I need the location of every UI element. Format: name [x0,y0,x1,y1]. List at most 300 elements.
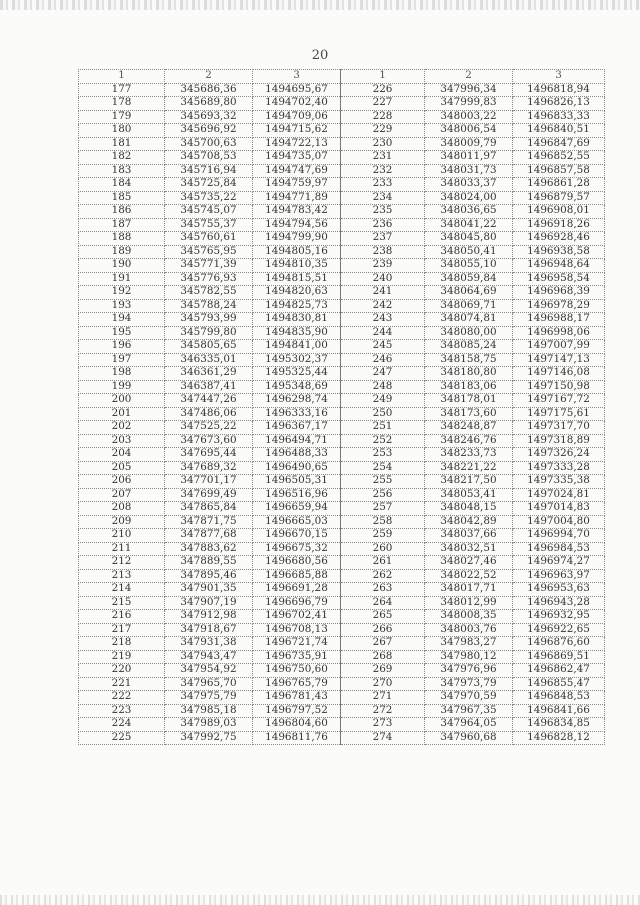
cell-y-right: 1497014,83 [513,502,605,516]
cell-y-right: 1497024,81 [513,488,605,502]
cell-point-number-left: 201 [79,407,165,421]
header-row [79,70,605,84]
cell-y-left: 1496680,56 [253,556,341,570]
cell-y-right: 1496958,54 [513,272,605,286]
cell-point-number-right: 232 [341,164,425,178]
cell-y-right: 1496862,47 [513,664,605,678]
cell-point-number-left: 220 [79,664,165,678]
cell-x-right: 347996,34 [425,83,513,97]
cell-x-right: 348048,15 [425,502,513,516]
cell-x-left: 345771,39 [165,259,253,273]
cell-x-right: 348050,41 [425,245,513,259]
cell-x-left: 345776,93 [165,272,253,286]
table-row [79,502,605,516]
cell-y-right: 1496861,28 [513,178,605,192]
cell-x-right: 347999,83 [425,97,513,111]
cell-x-right: 347973,79 [425,677,513,691]
cell-x-right: 348183,06 [425,380,513,394]
cell-y-left: 1496675,32 [253,542,341,556]
cell-y-left: 1494825,73 [253,299,341,313]
cell-point-number-right: 253 [341,448,425,462]
cell-x-right: 348041,22 [425,218,513,232]
cell-point-number-left: 181 [79,137,165,151]
cell-x-left: 345693,32 [165,110,253,124]
cell-point-number-right: 272 [341,704,425,718]
cell-x-right: 348173,60 [425,407,513,421]
cell-x-left: 345755,37 [165,218,253,232]
table-row [79,434,605,448]
table-row [79,137,605,151]
cell-point-number-left: 198 [79,367,165,381]
cell-point-number-right: 237 [341,232,425,246]
cell-x-left: 347895,46 [165,569,253,583]
cell-y-right: 1497318,89 [513,434,605,448]
cell-y-right: 1496948,64 [513,259,605,273]
header-y-right: 3 [513,70,605,84]
cell-y-left: 1496490,65 [253,461,341,475]
table-row [79,583,605,597]
cell-y-left: 1494835,90 [253,326,341,340]
cell-point-number-right: 268 [341,650,425,664]
table-row [79,394,605,408]
table-row [79,407,605,421]
cell-y-right: 1496841,66 [513,704,605,718]
cell-point-number-right: 233 [341,178,425,192]
cell-x-right: 348008,35 [425,610,513,624]
cell-y-left: 1496811,76 [253,731,341,745]
cell-point-number-left: 222 [79,691,165,705]
coordinates-table [78,69,605,745]
cell-x-right: 348032,51 [425,542,513,556]
cell-x-left: 347912,98 [165,610,253,624]
table-row [79,475,605,489]
cell-x-left: 347992,75 [165,731,253,745]
cell-y-right: 1496928,46 [513,232,605,246]
table-row [79,232,605,246]
cell-y-right: 1496847,69 [513,137,605,151]
cell-y-left: 1494830,81 [253,313,341,327]
cell-x-left: 345805,65 [165,340,253,354]
table-body [79,83,605,745]
cell-y-left: 1494747,69 [253,164,341,178]
table-row [79,259,605,273]
cell-x-right: 348074,81 [425,313,513,327]
cell-point-number-right: 227 [341,97,425,111]
cell-point-number-left: 180 [79,124,165,138]
cell-y-left: 1494709,06 [253,110,341,124]
cell-point-number-left: 193 [79,299,165,313]
cell-point-number-left: 188 [79,232,165,246]
table-row [79,718,605,732]
cell-y-left: 1496488,33 [253,448,341,462]
cell-y-left: 1494702,40 [253,97,341,111]
cell-point-number-left: 191 [79,272,165,286]
cell-point-number-left: 196 [79,340,165,354]
cell-x-left: 347985,18 [165,704,253,718]
cell-point-number-right: 274 [341,731,425,745]
cell-point-number-left: 199 [79,380,165,394]
cell-y-left: 1494815,51 [253,272,341,286]
cell-point-number-left: 215 [79,596,165,610]
cell-y-right: 1496988,17 [513,313,605,327]
cell-point-number-left: 217 [79,623,165,637]
cell-x-left: 347877,68 [165,529,253,543]
cell-x-left: 347918,67 [165,623,253,637]
cell-x-right: 348012,99 [425,596,513,610]
cell-y-left: 1496696,79 [253,596,341,610]
cell-x-right: 348011,97 [425,151,513,165]
table-row [79,110,605,124]
cell-point-number-left: 216 [79,610,165,624]
cell-point-number-right: 265 [341,610,425,624]
cell-x-right: 348024,00 [425,191,513,205]
cell-point-number-right: 261 [341,556,425,570]
cell-x-left: 346335,01 [165,353,253,367]
cell-point-number-left: 179 [79,110,165,124]
table-row [79,272,605,286]
cell-y-left: 1494783,42 [253,205,341,219]
cell-point-number-right: 242 [341,299,425,313]
cell-point-number-left: 218 [79,637,165,651]
cell-point-number-left: 204 [79,448,165,462]
cell-x-left: 347965,70 [165,677,253,691]
cell-y-right: 1496876,60 [513,637,605,651]
cell-x-right: 348158,75 [425,353,513,367]
cell-y-right: 1496938,58 [513,245,605,259]
cell-x-left: 347486,06 [165,407,253,421]
cell-point-number-right: 260 [341,542,425,556]
table-row [79,178,605,192]
table-row [79,515,605,529]
cell-point-number-left: 213 [79,569,165,583]
cell-x-right: 348180,80 [425,367,513,381]
table-row [79,326,605,340]
cell-x-left: 345716,94 [165,164,253,178]
cell-point-number-right: 228 [341,110,425,124]
cell-x-left: 345708,53 [165,151,253,165]
cell-y-left: 1496659,94 [253,502,341,516]
cell-x-left: 347447,26 [165,394,253,408]
cell-y-right: 1496994,70 [513,529,605,543]
cell-x-right: 348027,46 [425,556,513,570]
cell-x-left: 347695,44 [165,448,253,462]
cell-point-number-right: 247 [341,367,425,381]
cell-x-right: 348053,41 [425,488,513,502]
cell-y-left: 1494841,00 [253,340,341,354]
cell-x-right: 348009,79 [425,137,513,151]
cell-x-left: 345689,80 [165,97,253,111]
table-row [79,448,605,462]
cell-y-left: 1496685,88 [253,569,341,583]
cell-x-right: 348042,89 [425,515,513,529]
cell-point-number-right: 246 [341,353,425,367]
cell-x-left: 347907,19 [165,596,253,610]
cell-x-left: 347883,62 [165,542,253,556]
cell-y-right: 1497335,38 [513,475,605,489]
scan-edge-top [0,0,640,10]
cell-x-left: 347943,47 [165,650,253,664]
cell-x-right: 348178,01 [425,394,513,408]
cell-point-number-right: 230 [341,137,425,151]
cell-x-right: 347964,05 [425,718,513,732]
cell-point-number-right: 264 [341,596,425,610]
table-row [79,286,605,300]
header-y-left: 3 [253,70,341,84]
cell-y-left: 1496781,43 [253,691,341,705]
cell-y-left: 1494794,56 [253,218,341,232]
cell-y-right: 1496828,12 [513,731,605,745]
table-row [79,664,605,678]
cell-y-left: 1494771,89 [253,191,341,205]
cell-point-number-left: 187 [79,218,165,232]
cell-x-left: 347701,17 [165,475,253,489]
table-row [79,610,605,624]
cell-x-right: 348033,37 [425,178,513,192]
cell-y-right: 1496848,53 [513,691,605,705]
cell-x-left: 345793,99 [165,313,253,327]
cell-point-number-left: 190 [79,259,165,273]
cell-y-right: 1496852,55 [513,151,605,165]
cell-x-right: 348233,73 [425,448,513,462]
cell-x-right: 348037,66 [425,529,513,543]
cell-x-right: 347976,96 [425,664,513,678]
cell-point-number-left: 211 [79,542,165,556]
cell-point-number-left: 202 [79,421,165,435]
cell-x-right: 348069,71 [425,299,513,313]
table-row [79,650,605,664]
cell-x-right: 348248,87 [425,421,513,435]
cell-y-right: 1497167,72 [513,394,605,408]
cell-x-right: 347980,12 [425,650,513,664]
cell-y-left: 1496494,71 [253,434,341,448]
cell-point-number-right: 269 [341,664,425,678]
cell-y-right: 1496918,26 [513,218,605,232]
table-row [79,731,605,745]
cell-point-number-left: 219 [79,650,165,664]
cell-point-number-left: 189 [79,245,165,259]
header-x-left: 2 [165,70,253,84]
cell-y-left: 1496735,91 [253,650,341,664]
table-row [79,623,605,637]
cell-x-right: 348031,73 [425,164,513,178]
cell-point-number-left: 203 [79,434,165,448]
cell-x-left: 345799,80 [165,326,253,340]
cell-point-number-right: 238 [341,245,425,259]
cell-y-right: 1496998,06 [513,326,605,340]
cell-point-number-left: 194 [79,313,165,327]
cell-y-right: 1496968,39 [513,286,605,300]
table-row [79,380,605,394]
cell-x-left: 347889,55 [165,556,253,570]
cell-point-number-left: 200 [79,394,165,408]
cell-x-left: 347699,49 [165,488,253,502]
cell-y-left: 1494820,63 [253,286,341,300]
cell-y-left: 1496797,52 [253,704,341,718]
cell-point-number-right: 267 [341,637,425,651]
cell-y-right: 1497147,13 [513,353,605,367]
table-row [79,596,605,610]
table-row [79,205,605,219]
cell-point-number-left: 212 [79,556,165,570]
cell-point-number-left: 185 [79,191,165,205]
table-row [79,218,605,232]
cell-x-left: 345782,55 [165,286,253,300]
cell-x-left: 345760,61 [165,232,253,246]
cell-y-right: 1497326,24 [513,448,605,462]
table-row [79,529,605,543]
cell-point-number-right: 271 [341,691,425,705]
cell-y-left: 1494715,62 [253,124,341,138]
cell-point-number-right: 257 [341,502,425,516]
cell-point-number-right: 266 [341,623,425,637]
cell-y-left: 1494722,13 [253,137,341,151]
cell-y-right: 1497150,98 [513,380,605,394]
cell-point-number-right: 250 [341,407,425,421]
cell-y-right: 1496857,58 [513,164,605,178]
cell-x-left: 345735,22 [165,191,253,205]
cell-x-right: 348036,65 [425,205,513,219]
table-row [79,461,605,475]
cell-point-number-right: 226 [341,83,425,97]
cell-x-right: 348064,69 [425,286,513,300]
cell-point-number-left: 224 [79,718,165,732]
cell-y-right: 1496953,63 [513,583,605,597]
header-point-number-right: 1 [341,70,425,84]
cell-point-number-right: 239 [341,259,425,273]
cell-y-right: 1496833,33 [513,110,605,124]
cell-y-right: 1496943,28 [513,596,605,610]
cell-x-right: 348080,00 [425,326,513,340]
page-number: 20 [311,48,329,63]
cell-x-left: 347689,32 [165,461,253,475]
cell-y-right: 1496922,65 [513,623,605,637]
cell-y-right: 1496932,95 [513,610,605,624]
cell-y-right: 1496826,13 [513,97,605,111]
cell-y-right: 1496840,51 [513,124,605,138]
cell-y-left: 1494805,16 [253,245,341,259]
cell-y-left: 1496516,96 [253,488,341,502]
table-row [79,704,605,718]
cell-point-number-left: 177 [79,83,165,97]
cell-y-left: 1496298,74 [253,394,341,408]
cell-x-left: 345696,92 [165,124,253,138]
cell-y-right: 1496908,01 [513,205,605,219]
cell-y-left: 1496367,17 [253,421,341,435]
cell-point-number-right: 245 [341,340,425,354]
table-row [79,691,605,705]
cell-point-number-right: 263 [341,583,425,597]
cell-point-number-right: 241 [341,286,425,300]
cell-point-number-right: 235 [341,205,425,219]
cell-y-right: 1497333,28 [513,461,605,475]
cell-y-left: 1496670,15 [253,529,341,543]
cell-x-left: 347975,79 [165,691,253,705]
cell-y-right: 1497007,99 [513,340,605,354]
cell-y-right: 1496984,53 [513,542,605,556]
cell-point-number-right: 244 [341,326,425,340]
table-row [79,191,605,205]
cell-point-number-right: 234 [341,191,425,205]
cell-point-number-right: 240 [341,272,425,286]
cell-y-left: 1496721,74 [253,637,341,651]
cell-x-right: 348246,76 [425,434,513,448]
cell-point-number-right: 273 [341,718,425,732]
table-row [79,367,605,381]
cell-y-left: 1494695,67 [253,83,341,97]
cell-y-left: 1495302,37 [253,353,341,367]
header-point-number-left: 1 [79,70,165,84]
cell-point-number-left: 197 [79,353,165,367]
cell-y-left: 1494810,35 [253,259,341,273]
table-row [79,421,605,435]
cell-y-left: 1496750,60 [253,664,341,678]
cell-point-number-right: 256 [341,488,425,502]
cell-point-number-right: 231 [341,151,425,165]
table-row [79,488,605,502]
cell-x-left: 347954,92 [165,664,253,678]
cell-x-right: 348059,84 [425,272,513,286]
cell-point-number-right: 248 [341,380,425,394]
cell-y-right: 1497146,08 [513,367,605,381]
cell-x-right: 348022,52 [425,569,513,583]
cell-y-left: 1496804,60 [253,718,341,732]
cell-x-left: 346361,29 [165,367,253,381]
cell-point-number-left: 225 [79,731,165,745]
scan-edge-bottom [0,895,640,905]
cell-y-left: 1494799,90 [253,232,341,246]
cell-point-number-left: 205 [79,461,165,475]
cell-x-left: 346387,41 [165,380,253,394]
cell-point-number-right: 255 [341,475,425,489]
cell-y-left: 1496702,41 [253,610,341,624]
cell-x-left: 345725,84 [165,178,253,192]
table-row [79,151,605,165]
cell-y-right: 1497175,61 [513,407,605,421]
cell-point-number-right: 243 [341,313,425,327]
cell-point-number-left: 183 [79,164,165,178]
table-row [79,164,605,178]
cell-point-number-right: 236 [341,218,425,232]
cell-y-right: 1496855,47 [513,677,605,691]
cell-point-number-left: 182 [79,151,165,165]
cell-point-number-left: 209 [79,515,165,529]
cell-x-left: 347673,60 [165,434,253,448]
cell-x-right: 348003,76 [425,623,513,637]
cell-y-left: 1494759,97 [253,178,341,192]
cell-x-left: 345765,95 [165,245,253,259]
table-row [79,637,605,651]
cell-x-right: 348217,50 [425,475,513,489]
table-row [79,97,605,111]
cell-y-left: 1496765,79 [253,677,341,691]
cell-x-right: 348017,71 [425,583,513,597]
cell-point-number-right: 229 [341,124,425,138]
cell-y-right: 1496963,97 [513,569,605,583]
cell-y-right: 1496978,29 [513,299,605,313]
cell-y-left: 1494735,07 [253,151,341,165]
cell-point-number-right: 252 [341,434,425,448]
cell-x-right: 348006,54 [425,124,513,138]
cell-y-right: 1497317,70 [513,421,605,435]
cell-x-right: 347970,59 [425,691,513,705]
cell-x-right: 348003,22 [425,110,513,124]
cell-y-right: 1496834,85 [513,718,605,732]
cell-y-left: 1496708,13 [253,623,341,637]
cell-point-number-left: 223 [79,704,165,718]
cell-y-left: 1495348,69 [253,380,341,394]
cell-x-left: 347865,84 [165,502,253,516]
cell-point-number-left: 221 [79,677,165,691]
